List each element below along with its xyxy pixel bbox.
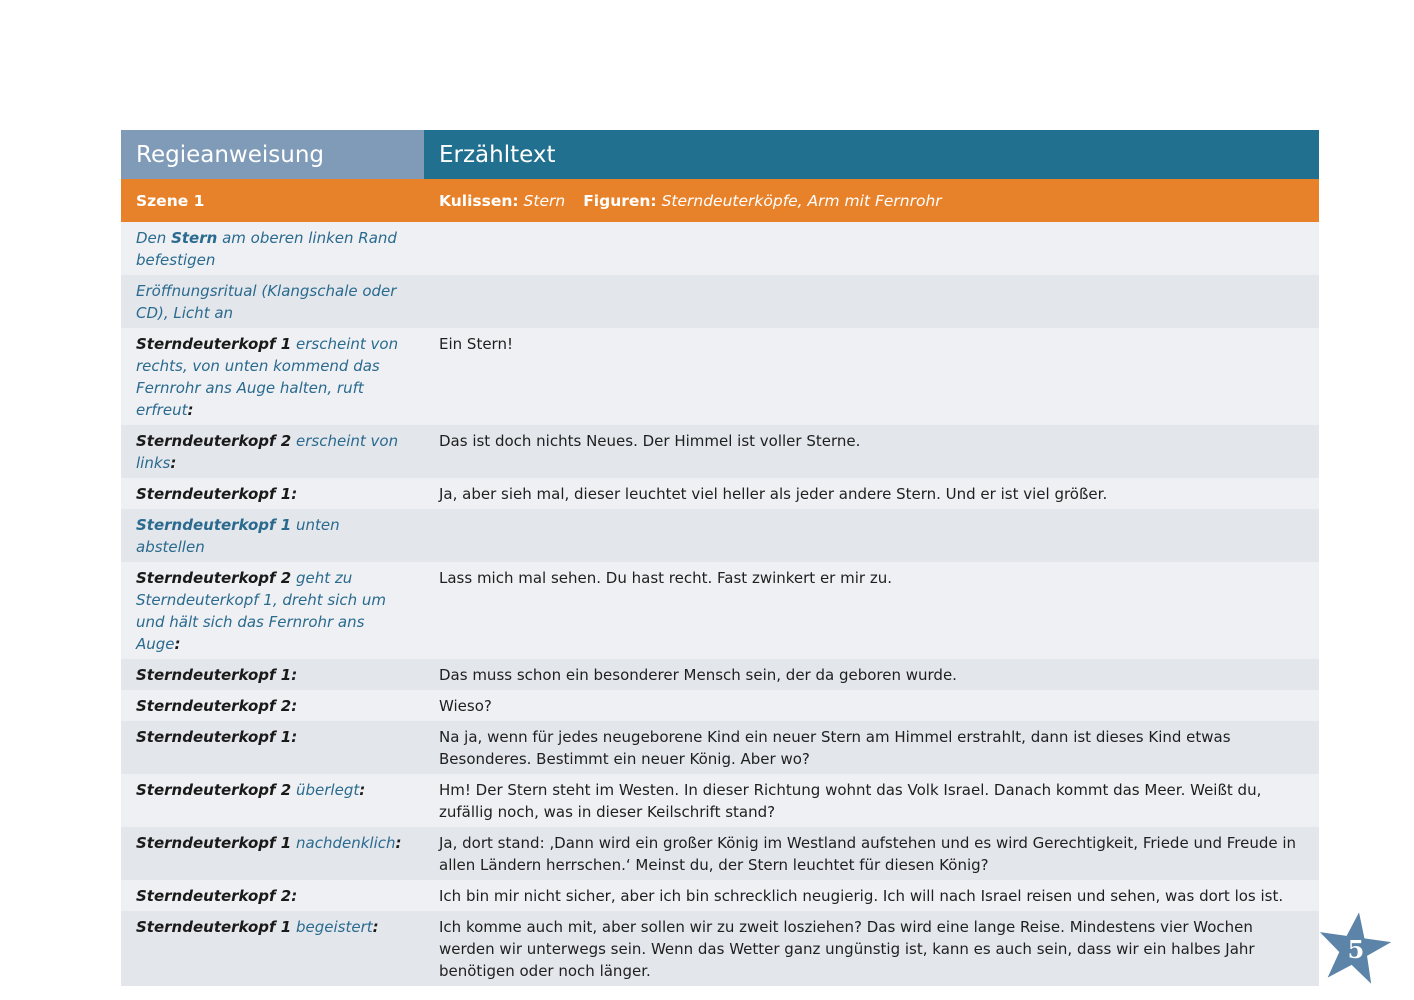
speaker-colon: : — [187, 401, 194, 419]
narrative-text: Lass mich mal sehen. Du hast recht. Fast zwinkert er mir zu. — [439, 569, 892, 587]
kulissen-label: Kulissen: — [439, 191, 519, 210]
direction-cell — [121, 721, 424, 774]
direction-cell — [121, 827, 424, 880]
speaker-colon: : — [395, 834, 402, 852]
direction-cell — [121, 478, 424, 509]
table-row — [121, 478, 1319, 509]
direction-cell — [121, 509, 424, 562]
speaker-name: Sterndeuterkopf 1: — [136, 666, 298, 684]
table-body — [121, 222, 1319, 986]
speaker-colon: : — [170, 454, 177, 472]
narrative-text — [424, 222, 1319, 275]
stage-direction: Eröffnungsritual (Klangschale oder CD), Licht an — [136, 282, 397, 322]
narrative-text — [424, 509, 1319, 562]
speaker-name: Sterndeuterkopf 1 — [136, 834, 292, 852]
stage-direction: am oberen linken Rand befestigen — [136, 229, 397, 269]
table-row — [121, 659, 1319, 690]
kulissen-value: Stern — [523, 191, 566, 210]
speaker-name: Sterndeuterkopf 2: — [136, 697, 298, 715]
table-row — [121, 774, 1319, 827]
page-star-badge — [1316, 910, 1392, 986]
narrative-text — [424, 275, 1319, 328]
direction-cell — [121, 562, 424, 659]
script-table — [121, 130, 1319, 986]
stage-direction: erscheint von rechts, von unten kommend das Fernrohr ans Auge halten, ruft erfreut — [136, 335, 399, 419]
speaker-colon: : — [174, 635, 181, 653]
direction-cell — [121, 690, 424, 721]
stage-direction-emphasis: Stern — [171, 229, 218, 247]
speaker-name: Sterndeuterkopf 1 — [136, 918, 292, 936]
speaker-name: Sterndeuterkopf 1 — [136, 516, 292, 534]
table-row — [121, 509, 1319, 562]
speaker-colon: : — [372, 918, 379, 936]
direction-cell — [121, 275, 424, 328]
table-row — [121, 721, 1319, 774]
direction-cell — [121, 774, 424, 827]
table-row — [121, 827, 1319, 880]
speaker-name: Sterndeuterkopf 1 — [136, 335, 292, 353]
table-row — [121, 911, 1319, 986]
speaker-name: Sterndeuterkopf 2 — [136, 569, 292, 587]
speaker-name: Sterndeuterkopf 2: — [136, 887, 298, 905]
narrative-text: Ich bin mir nicht sicher, aber ich bin schrecklich neugierig. Ich will nach Israel reisen und sehen, was dort los ist. — [439, 887, 1284, 905]
figuren-value: Sterndeuterköpfe, Arm mit Fernrohr — [661, 191, 942, 210]
scene-label: Szene 1 — [136, 191, 205, 210]
header-regieanweisung: Regieanweisung — [121, 130, 424, 179]
scene-info — [424, 192, 1319, 210]
direction-cell — [121, 659, 424, 690]
speaker-name: Sterndeuterkopf 2 — [136, 781, 292, 799]
stage-direction: Den — [136, 229, 172, 247]
table-row — [121, 275, 1319, 328]
direction-cell — [121, 911, 424, 986]
header-erzaehltext: Erzähltext — [424, 130, 1319, 179]
stage-direction: erscheint von links — [136, 432, 399, 472]
speaker-name: Sterndeuterkopf 1: — [136, 485, 298, 503]
figuren-label: Figuren: — [583, 191, 657, 210]
speaker-name: Sterndeuterkopf 2 — [136, 432, 292, 450]
direction-cell — [121, 880, 424, 911]
stage-direction: nachdenklich — [291, 834, 396, 852]
speaker-colon: : — [359, 781, 366, 799]
scene-bar — [121, 179, 1319, 222]
stage-direction: unten abstellen — [136, 516, 340, 556]
narrative-text: Na ja, wenn für jedes neugeborene Kind ein neuer Stern am Himmel erstrahlt, dann ist dieses Kind etwas Besonderes. Bestimmt ein neuer König. Aber wo? — [439, 728, 1231, 768]
narrative-text: Ja, dort stand: ‚Dann wird ein großer König im Westland aufstehen und es wird Gerechtigkeit, Friede und Freude in allen Ländern herrschen.‘ Meinst du, der Stern leuchtet für diesen König? — [439, 834, 1297, 874]
narrative-text: Das ist doch nichts Neues. Der Himmel ist voller Sterne. — [439, 432, 861, 450]
stage-direction: geht zu Sterndeuterkopf 1, dreht sich um und hält sich das Fernrohr ans Auge — [136, 569, 387, 653]
stage-direction: überlegt — [291, 781, 360, 799]
table-row — [121, 328, 1319, 425]
narrative-text: Das muss schon ein besonderer Mensch sein, der da geboren wurde. — [439, 666, 957, 684]
table-row — [121, 562, 1319, 659]
stage-direction: begeistert — [291, 918, 373, 936]
page-number: 5 — [1347, 935, 1365, 964]
direction-cell — [121, 425, 424, 478]
narrative-text: Ja, aber sieh mal, dieser leuchtet viel heller als jeder andere Stern. Und er ist viel größer. — [439, 485, 1108, 503]
narrative-text: Ich komme auch mit, aber sollen wir zu zweit losziehen? Das wird eine lange Reise. Mindestens vier Wochen werden wir unterwegs sein. Wenn das Wetter ganz ungünstig ist, kann es auch sein, dass wir ein halbes Jahr benötigen oder noch länger. — [439, 918, 1255, 980]
table-row — [121, 222, 1319, 275]
narrative-text: Ein Stern! — [439, 335, 513, 353]
table-row — [121, 880, 1319, 911]
direction-cell — [121, 222, 424, 275]
table-row — [121, 690, 1319, 721]
table-row — [121, 425, 1319, 478]
narrative-text: Wieso? — [439, 697, 492, 715]
narrative-text: Hm! Der Stern steht im Westen. In dieser Richtung wohnt das Volk Israel. Danach kommt das Meer. Weißt du, zufällig noch, was in dieser Keilschrift stand? — [439, 781, 1262, 821]
direction-cell — [121, 328, 424, 425]
table-header — [121, 130, 1319, 179]
speaker-name: Sterndeuterkopf 1: — [136, 728, 298, 746]
